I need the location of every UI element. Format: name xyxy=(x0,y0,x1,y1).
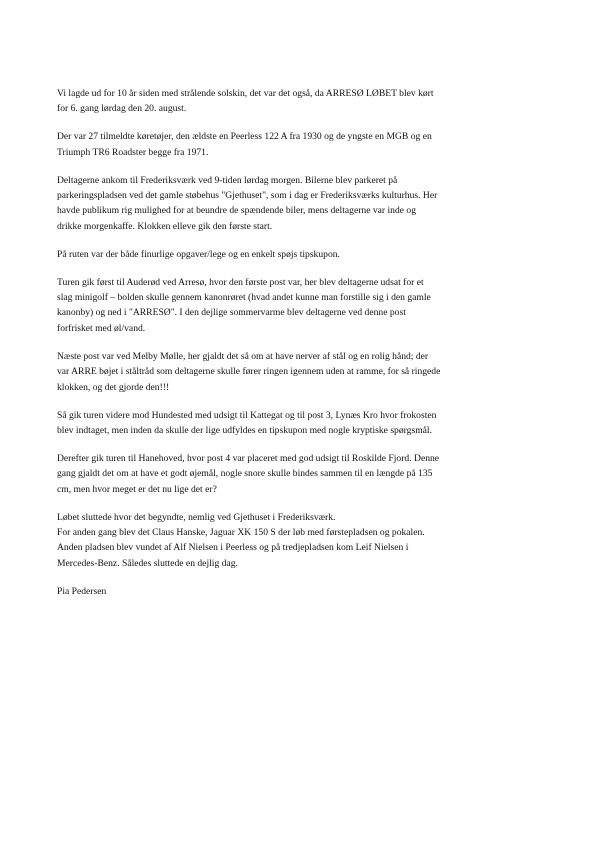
paragraph xyxy=(57,275,535,337)
text-line: blev indtaget, men inden da skulle der lige udfyldes en tipskupon med nogle kryptiske spørgsmål. xyxy=(57,424,432,436)
text-line: parkeringspladsen ved det gamle støbehus "Gjethuset", som i dag er Frederiksværks kulturhus. Her xyxy=(57,190,438,202)
text-line: Anden pladsen blev vundet af Alf Nielsen i Peerless og på tredjepladsen kom Leif Nielsen i xyxy=(57,542,409,554)
article-body xyxy=(57,86,535,571)
text-line: forfrisket med øl/vand. xyxy=(57,322,146,334)
paragraph xyxy=(57,349,535,395)
text-line: klokken, og det gjorde den!!! xyxy=(57,381,170,393)
text-line: Derefter gik turen til Hanehoved, hvor post 4 var placeret med god udsigt til Roskilde Fjord. Denne xyxy=(57,452,440,464)
text-line: cm, men hvor meget er det nu lige det er? xyxy=(57,483,217,495)
text-line: gang gjaldt det om at have et godt øjemål, nogle snore skulle bindes sammen til en længde på 135 xyxy=(57,468,433,480)
text-line: Turen gik først til Auderød ved Arresø, hvor den første post var, her blev deltagerne udsat for et xyxy=(57,276,424,288)
text-line: for 6. gang lørdag den 20. august. xyxy=(57,103,187,115)
paragraph xyxy=(57,247,535,262)
text-line: Næste post var ved Melby Mølle, her gjaldt det så om at have nerver af stål og en rolig hånd; der xyxy=(57,350,429,362)
text-line: Der var 27 tilmeldte køretøjer, den ældste en Peerless 122 A fra 1930 og de yngste en MGB og en xyxy=(57,131,432,143)
text-line: Triumph TR6 Roadster begge fra 1971. xyxy=(57,146,209,158)
author-signature: Pia Pedersen xyxy=(57,585,107,597)
text-line: Løbet sluttede hvor det begyndte, nemlig ved Gjethuset i Frederiksværk. xyxy=(57,511,336,523)
text-line: var ARRE bøjet i ståltråd som deltagerne skulle fører ringen igennem uden at ramme, for så ringede xyxy=(57,366,441,378)
text-line: Mercedes-Benz. Således sluttede en dejlig dag. xyxy=(57,557,238,569)
text-line: drikke morgenkaffe. Klokken elleve gik den første start. xyxy=(57,220,273,232)
paragraph xyxy=(57,408,535,439)
text-line: kanonby) og ned i "ARRESØ". I den dejlige sommervarme blev deltagerne ved denne post xyxy=(57,307,406,319)
text-line: På ruten var der både finurlige opgaver/lege og en enkelt spøjs tipskupon. xyxy=(57,248,340,260)
text-line: For anden gang blev det Claus Hanske, Jaguar XK 150 S der løb med førstepladsen og pokalen. xyxy=(57,526,425,538)
paragraph xyxy=(57,451,535,497)
text-line: Så gik turen videre mod Hundested med udsigt til Kattegat og til post 3, Lynæs Kro hvor frokosten xyxy=(57,409,437,421)
text-line: slag minigolf – bolden skulle gennem kanonrøret (hvad andet kunne man forstille sig i den gamle xyxy=(57,292,431,304)
text-line: Deltagerne ankom til Frederiksværk ved 9-tiden lørdag morgen. Bilerne blev parkeret på xyxy=(57,174,398,186)
text-line: havde publikum rig mulighed for at beundre de spændende biler, mens deltagerne var inde og xyxy=(57,205,417,217)
paragraph xyxy=(57,510,535,572)
paragraph xyxy=(57,129,535,160)
paragraph xyxy=(57,86,535,117)
text-line: Vi lagde ud for 10 år siden med strålende solskin, det var det også, da ARRESØ LØBET blev kørt xyxy=(57,88,434,99)
paragraph xyxy=(57,173,535,235)
